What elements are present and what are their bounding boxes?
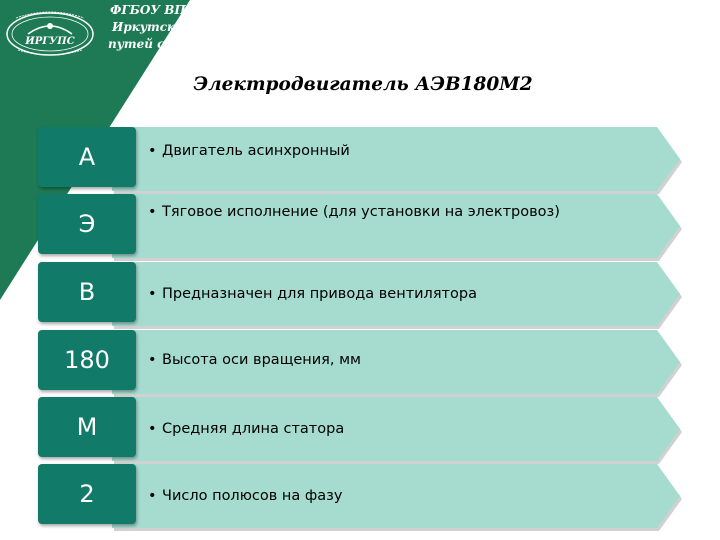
list-item — [0, 262, 720, 326]
bullet: • — [148, 286, 157, 302]
code-box: 2 — [38, 464, 136, 524]
code-box: 180 — [38, 330, 136, 390]
description — [148, 486, 602, 506]
code-box: Э — [38, 194, 136, 254]
bullet: • — [148, 352, 157, 368]
organization-name — [108, 2, 426, 53]
university-logo — [4, 4, 96, 60]
list-item — [0, 397, 720, 461]
list-item — [0, 194, 720, 258]
org-line-2: Иркутский государственный университет — [112, 20, 427, 34]
code-box: В — [38, 262, 136, 322]
bullet: • — [148, 421, 157, 437]
description — [148, 202, 602, 222]
description-text: Высота оси вращения, мм — [162, 352, 361, 368]
description — [148, 284, 602, 304]
description-text: Предназначен для привода вентилятора — [162, 286, 477, 302]
list-item — [0, 330, 720, 394]
slide-title: Электродвигатель АЭВ180М2 — [193, 74, 533, 95]
code-box: А — [38, 127, 136, 187]
description-text: Число полюсов на фазу — [162, 488, 343, 504]
bullet: • — [148, 143, 157, 159]
description-text: Тяговое исполнение (для установки на электровоз) — [162, 204, 560, 220]
description-text: Двигатель асинхронный — [162, 143, 350, 159]
description — [148, 141, 602, 161]
logo-text: ИРГУПС — [25, 36, 75, 47]
description — [148, 419, 602, 439]
list-item — [0, 464, 720, 528]
org-line-3: путей сообщения — [108, 37, 238, 51]
bullet: • — [148, 488, 157, 504]
description-text: Средняя длина статора — [162, 421, 345, 437]
code-box: М — [38, 397, 136, 457]
list-item — [0, 127, 720, 191]
description — [148, 350, 602, 370]
org-line-1: ФГБОУ ВПО — [110, 3, 197, 17]
bullet: • — [148, 204, 157, 220]
